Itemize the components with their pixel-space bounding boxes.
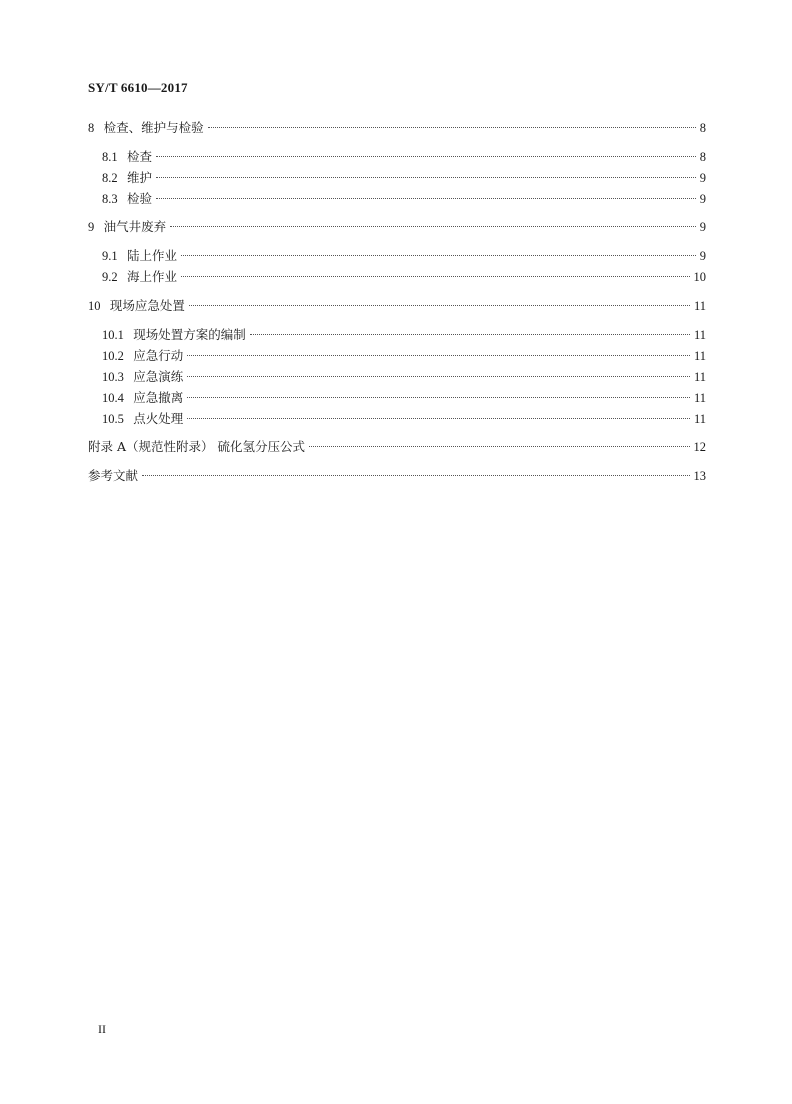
toc-entry-number: 10.5 — [102, 412, 134, 426]
toc-entry-number: 10.2 — [102, 349, 134, 363]
toc-leader-dots — [181, 276, 689, 277]
toc-entry-number: 10.4 — [102, 391, 134, 405]
toc-entry-title: 陆上作业 — [127, 248, 178, 263]
toc-entry-title: 现场应急处置 — [109, 298, 185, 313]
toc-leader-dots — [187, 397, 690, 398]
toc-entry-title: 检查 — [127, 149, 153, 164]
toc-entry[interactable] — [88, 437, 706, 457]
toc-leader-dots — [181, 255, 696, 256]
toc-entry-page: 11 — [693, 349, 706, 363]
toc-entry-page: 9 — [699, 192, 706, 206]
toc-entry-page: 9 — [699, 220, 706, 234]
toc-entry-number: 9.2 — [102, 270, 127, 284]
toc-entry-title: 附录 A（规范性附录） 硫化氢分压公式 — [88, 439, 305, 454]
toc-entry-page: 8 — [699, 121, 706, 135]
toc-entry-title: 检验 — [127, 191, 153, 206]
toc-entry-page: 11 — [693, 299, 706, 313]
toc-entry-page: 9 — [699, 249, 706, 263]
toc-leader-dots — [189, 305, 690, 306]
toc-entry-number: 8.2 — [102, 171, 127, 185]
toc-entry[interactable] — [102, 267, 706, 287]
toc-entry-page: 13 — [693, 469, 706, 483]
toc-entry-number: 10.1 — [102, 328, 134, 342]
toc-leader-dots — [250, 334, 690, 335]
toc-entry[interactable] — [102, 147, 706, 167]
toc-leader-dots — [142, 475, 689, 476]
toc-leader-dots — [156, 156, 696, 157]
toc-entry-title: 点火处理 — [133, 411, 184, 426]
document-id-header: SY/T 6610—2017 — [88, 80, 188, 95]
toc-leader-dots — [187, 376, 690, 377]
toc-entry[interactable] — [88, 296, 706, 316]
toc-entry-number: 10.3 — [102, 370, 134, 384]
toc-entry-title: 应急撤离 — [133, 390, 184, 405]
toc-entry-page: 12 — [693, 440, 706, 454]
toc-entry-page: 10 — [693, 270, 706, 284]
toc-leader-dots — [208, 127, 696, 128]
toc-entry-number: 10 — [88, 299, 110, 313]
toc-entry-title: 海上作业 — [127, 269, 178, 284]
toc-entry-title: 现场处置方案的编制 — [133, 327, 246, 342]
toc-entry[interactable] — [102, 325, 706, 345]
toc-entry[interactable] — [102, 388, 706, 408]
toc-entry[interactable] — [102, 189, 706, 209]
toc-entry-title: 应急演练 — [133, 369, 184, 384]
toc-entry-title: 应急行动 — [133, 348, 184, 363]
toc-entry[interactable] — [88, 217, 706, 237]
toc-entry-title: 参考文献 — [88, 468, 139, 483]
toc-entry-title: 油气井废弃 — [103, 219, 167, 234]
toc-entry-page: 11 — [693, 391, 706, 405]
toc-entry[interactable] — [102, 168, 706, 188]
toc-entry[interactable] — [88, 466, 706, 486]
toc-leader-dots — [156, 198, 696, 199]
toc-entry-number: 9 — [88, 220, 104, 234]
page-number-footer: II — [98, 1022, 106, 1036]
toc-leader-dots — [309, 446, 690, 447]
toc-entry-number: 8.1 — [102, 150, 127, 164]
toc-entry-number: 8 — [88, 121, 104, 135]
toc-entry-number: 8.3 — [102, 192, 127, 206]
toc-leader-dots — [187, 418, 690, 419]
toc-entry[interactable] — [102, 367, 706, 387]
toc-entry-title: 检查、维护与检验 — [103, 120, 204, 135]
toc-entry[interactable] — [102, 409, 706, 429]
toc-entry-page: 11 — [693, 412, 706, 426]
toc-entry-title: 维护 — [127, 170, 153, 185]
toc-leader-dots — [170, 226, 696, 227]
toc-leader-dots — [187, 355, 690, 356]
toc-leader-dots — [156, 177, 696, 178]
toc-entry[interactable] — [102, 246, 706, 266]
toc-entry-number: 9.1 — [102, 249, 127, 263]
toc-entry[interactable] — [88, 118, 706, 138]
toc-entry-page: 9 — [699, 171, 706, 185]
toc-entry-page: 11 — [693, 370, 706, 384]
toc-entry-page: 11 — [693, 328, 706, 342]
toc-entry[interactable] — [102, 346, 706, 366]
toc-entry-page: 8 — [699, 150, 706, 164]
